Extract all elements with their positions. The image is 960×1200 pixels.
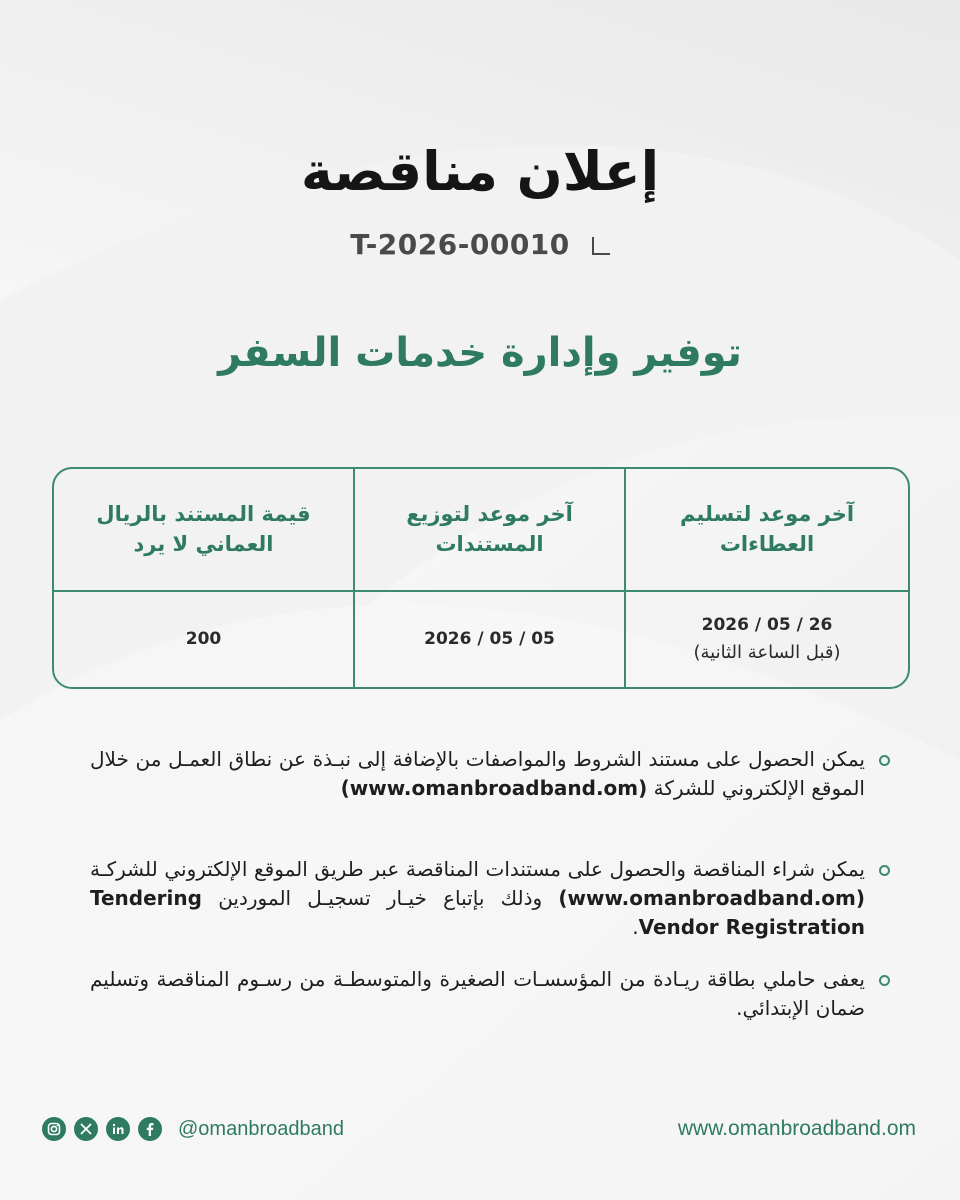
tender-subtitle: توفير وإدارة خدمات السفر [218, 330, 742, 376]
website-link[interactable]: (www.omanbroadband.om) [340, 776, 648, 800]
website-url[interactable]: www.omanbroadband.om [677, 1117, 916, 1140]
reference-number: T-2026-00010 [350, 228, 570, 261]
linkedin-icon[interactable] [106, 1117, 130, 1141]
page-title: إعلان مناقصة [300, 140, 660, 203]
website-link[interactable]: (www.omanbroadband.om) [558, 886, 866, 910]
instagram-icon[interactable] [42, 1117, 66, 1141]
table-header-cell-document-value: قيمة المستند بالريال العماني لا يرد [54, 469, 355, 592]
list-item: يمكن الحصول على مستند الشروط والمواصفات بالإضافة إلى نبـذة عن نطاق العمـل من خلال الموقع الإلكتروني للشركة (www.omanbroadband.om) [90, 745, 890, 803]
table-value-cell-submission-deadline: 26 / 05 / 2026 (قبل الساعة الثانية) [693, 614, 841, 663]
reference-corner-icon [592, 237, 610, 255]
bullet-circle-icon [879, 975, 890, 986]
list-item: يعفى حاملي بطاقة ريـادة من المؤسسـات الصغيرة والمتوسطـة من رسـوم المناقصة وتسليم ضمان الإبتدائي. [90, 965, 890, 1023]
social-handle[interactable]: @omanbroadband [178, 1117, 344, 1140]
x-icon[interactable] [74, 1117, 98, 1141]
table-value-cell-distribution-deadline: 05 / 05 / 2026 [355, 592, 626, 687]
submission-time-note: (قبل الساعة الثانية) [693, 641, 841, 663]
reference-row [0, 228, 960, 261]
list-item: يمكن شراء المناقصة والحصول على مستندات المناقصة عبر طريق الموقع الإلكتروني للشركـة (www.omanbroadband.om) وذلك بإتباع خيـار تسجيـل الموردين Tendering Vendor Registration. [90, 855, 890, 942]
bullet-circle-icon [879, 865, 890, 876]
table-value-cell-document-value: 200 [54, 592, 355, 687]
bullet-circle-icon [879, 755, 890, 766]
vendor-registration-label: Tendering Vendor Registration [90, 886, 865, 939]
social-links [42, 1117, 344, 1141]
table-header-cell-distribution-deadline: آخر موعد لتوزيع المستندات [355, 469, 626, 592]
facebook-icon[interactable] [138, 1117, 162, 1141]
tender-details-table [52, 467, 910, 689]
table-header-cell-submission-deadline: آخر موعد لتسليم العطاءات [626, 469, 908, 592]
